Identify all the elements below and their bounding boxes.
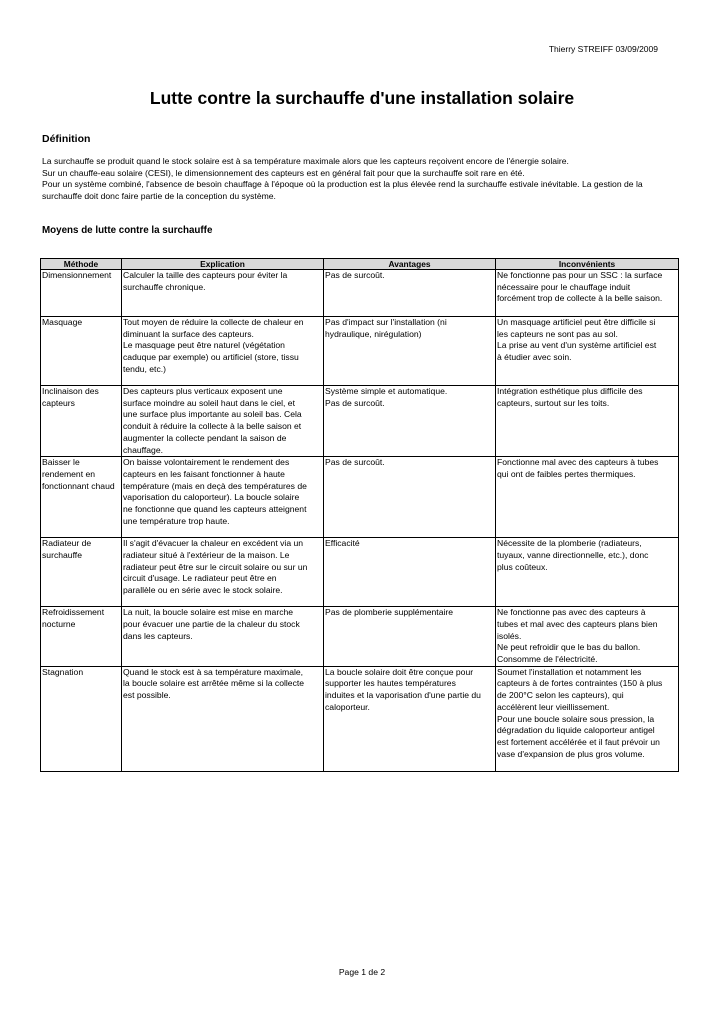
cell-line: Pour une boucle solaire sous pression, la bbox=[497, 713, 655, 724]
cell-line: tubes et mal avec des capteurs plans bien bbox=[497, 618, 658, 629]
definition-heading: Définition bbox=[42, 133, 91, 145]
cell-line: Fonctionne mal avec des capteurs à tubes bbox=[497, 457, 659, 468]
cell-line: nocturne bbox=[42, 618, 76, 629]
cell-line: Quand le stock est à sa température maximale, bbox=[123, 666, 304, 677]
cell-line: Pas de surcoût. bbox=[325, 270, 385, 280]
cell-line: surchauffe bbox=[42, 549, 82, 560]
cell-line: Tout moyen de réduire la collecte de chaleur en bbox=[123, 317, 304, 327]
cell-line: dégradation du liquide caloporteur antigel bbox=[497, 725, 655, 736]
cell-line: les capteurs ne sont pas au sol. bbox=[497, 328, 618, 339]
cell-line: est fortement accélérée et il faut prévoir un bbox=[497, 736, 660, 747]
table-header-row bbox=[41, 259, 679, 270]
cell-explication bbox=[122, 607, 324, 667]
definition-paragraph: Pour un système combiné, l'absence de besoin chauffage à l'époque où la production est la plus élevée rend la surchauffe estivale inévitable. La gestion de la surchauffe doit donc faire partie de la conception du système. bbox=[42, 179, 643, 201]
cell-line: forcément trop de collecte à la belle saison. bbox=[497, 293, 663, 304]
cell-line: Masquage bbox=[42, 317, 83, 327]
cell-line: conduit à réduire la collecte à la belle saison et bbox=[123, 421, 302, 432]
cell-line: Un masquage artificiel peut être difficile si bbox=[497, 317, 656, 327]
cell-line: capteurs bbox=[42, 397, 75, 408]
cell-line: diminuant la surface des capteurs. bbox=[123, 328, 254, 339]
column-header-inconvenients: Inconvénients bbox=[496, 259, 679, 270]
cell-explication bbox=[122, 386, 324, 457]
cell-line: Ne fonctionne pas avec des capteurs à bbox=[497, 607, 646, 618]
cell-methode bbox=[41, 607, 122, 667]
cell-avantages bbox=[324, 317, 496, 386]
cell-line: On baisse volontairement le rendement des bbox=[123, 457, 290, 468]
table-row bbox=[41, 386, 679, 457]
cell-line: radiateur peut être sur le circuit solaire ou sur un bbox=[123, 561, 308, 572]
cell-methode bbox=[41, 317, 122, 386]
cell-line: surchauffe chronique. bbox=[123, 281, 206, 292]
cell-line: Ne fonctionne pas pour un SSC : la surface bbox=[497, 270, 663, 280]
cell-line: Radiateur de bbox=[42, 538, 92, 549]
cell-explication bbox=[122, 317, 324, 386]
cell-line: Stagnation bbox=[42, 666, 84, 677]
cell-line: parallèle ou en série avec le stock solaire. bbox=[123, 585, 283, 596]
cell-methode bbox=[41, 270, 122, 317]
cell-explication bbox=[122, 270, 324, 317]
cell-line: Inclinaison des bbox=[42, 386, 99, 396]
cell-line: radiateur situé à l'extérieur de la maison. Le bbox=[123, 549, 290, 560]
cell-line: de 200°C selon les capteurs), qui bbox=[497, 690, 624, 701]
table-row bbox=[41, 270, 679, 317]
cell-line: Baisser le bbox=[42, 457, 80, 468]
cell-line: rendement en bbox=[42, 468, 96, 479]
cell-line: capteurs, surtout sur les toits. bbox=[497, 397, 610, 408]
cell-inconvenients bbox=[496, 386, 679, 457]
cell-line: caduque par exemple) ou artificiel (store, tissu bbox=[123, 352, 299, 363]
cell-line: Soumet l'installation et notamment les bbox=[497, 666, 642, 677]
cell-line: accélèrent leur vieillissement. bbox=[497, 701, 610, 712]
cell-line: Des capteurs plus verticaux exposent une bbox=[123, 386, 283, 396]
table-row bbox=[41, 457, 679, 538]
cell-avantages bbox=[324, 538, 496, 607]
cell-line: caloporteur. bbox=[325, 701, 370, 712]
cell-line: hydraulique, nirégulation) bbox=[325, 328, 422, 339]
cell-explication bbox=[122, 538, 324, 607]
cell-avantages bbox=[324, 666, 496, 771]
definition-paragraph: La surchauffe se produit quand le stock solaire est à sa température maximale alors que les capteurs reçoivent encore de l'énergie solaire. bbox=[42, 156, 569, 166]
cell-line: Refroidissement bbox=[42, 607, 105, 618]
cell-explication bbox=[122, 666, 324, 771]
cell-line: qui ont de faibles pertes thermiques. bbox=[497, 468, 636, 479]
cell-line: pour évacuer une partie de la chaleur du stock bbox=[123, 618, 300, 629]
cell-line: chauffage. bbox=[123, 444, 163, 455]
cell-line: une surface plus importante au soleil bas. Cela bbox=[123, 409, 302, 420]
cell-line: surface moindre au soleil haut dans le ciel, et bbox=[123, 397, 295, 408]
cell-line: Il s'agit d'évacuer la chaleur en excédent via un bbox=[123, 538, 304, 549]
cell-inconvenients bbox=[496, 666, 679, 771]
cell-inconvenients bbox=[496, 317, 679, 386]
cell-line: capteurs en les faisant fonctionner à haute bbox=[123, 468, 285, 479]
cell-line: est possible. bbox=[123, 690, 171, 701]
cell-inconvenients bbox=[496, 607, 679, 667]
definition-text bbox=[42, 156, 682, 202]
cell-line: vase d'expansion de plus gros volume. bbox=[497, 748, 645, 759]
methods-table bbox=[40, 258, 679, 772]
cell-inconvenients bbox=[496, 270, 679, 317]
cell-methode bbox=[41, 666, 122, 771]
cell-line: Pas de surcoût. bbox=[325, 457, 385, 468]
cell-line: capteurs à de fortes contraintes (150 à plus bbox=[497, 678, 663, 689]
cell-line: nécessaire pour le chauffage induit bbox=[497, 281, 631, 292]
cell-line: isolés. bbox=[497, 630, 522, 641]
cell-line: Le masquage peut être naturel (végétation bbox=[123, 340, 285, 351]
cell-line: Intégration esthétique plus difficile des bbox=[497, 386, 643, 396]
table-row bbox=[41, 666, 679, 771]
table-row bbox=[41, 538, 679, 607]
cell-line: La nuit, la boucle solaire est mise en marche bbox=[123, 607, 294, 618]
author-date: Thierry STREIFF 03/09/2009 bbox=[548, 44, 658, 54]
cell-line: plus coûteux. bbox=[497, 561, 548, 572]
cell-line: Pas de surcoût. bbox=[325, 397, 385, 408]
moyens-heading: Moyens de lutte contre la surchauffe bbox=[42, 225, 213, 236]
cell-methode bbox=[41, 457, 122, 538]
cell-line: à étudier avec soin. bbox=[497, 352, 572, 363]
column-header-avantages: Avantages bbox=[324, 259, 496, 270]
cell-line: Dimensionnement bbox=[42, 270, 112, 280]
cell-line: une température trop haute. bbox=[123, 515, 230, 526]
cell-line: La boucle solaire doit être conçue pour bbox=[325, 666, 474, 677]
page-title: Lutte contre la surchauffe d'une installation solaire bbox=[149, 88, 575, 108]
column-header-methode: Méthode bbox=[41, 259, 122, 270]
cell-avantages bbox=[324, 270, 496, 317]
cell-methode bbox=[41, 386, 122, 457]
cell-line: augmenter la collecte pendant la saison de bbox=[123, 432, 287, 443]
cell-line: Calculer la taille des capteurs pour éviter la bbox=[123, 270, 288, 280]
cell-line: température (mais en deçà des températures de bbox=[123, 480, 307, 491]
cell-line: tuyaux, vanne directionnelle, etc.), donc bbox=[497, 549, 649, 560]
cell-avantages bbox=[324, 386, 496, 457]
cell-line: Pas d'impact sur l'installation (ni bbox=[325, 317, 447, 327]
cell-line: Efficacité bbox=[325, 538, 360, 549]
cell-line: Nécessite de la plomberie (radiateurs, bbox=[497, 538, 642, 549]
cell-line: La prise au vent d'un système artificiel est bbox=[497, 340, 657, 351]
cell-line: Pas de plomberie supplémentaire bbox=[325, 607, 454, 618]
cell-line: tendu, etc.) bbox=[123, 363, 166, 374]
cell-avantages bbox=[324, 457, 496, 538]
cell-line: supporter les hautes températures bbox=[325, 678, 456, 689]
cell-inconvenients bbox=[496, 538, 679, 607]
cell-explication bbox=[122, 457, 324, 538]
cell-line: induites et la vaporisation d'une partie du bbox=[325, 690, 481, 701]
cell-line: Consomme de l'électricité. bbox=[497, 654, 598, 665]
definition-paragraph: Sur un chauffe-eau solaire (CESI), le dimensionnement des capteurs est en général fait pour que la surchauffe soit rare en été. bbox=[42, 167, 525, 178]
cell-line: fonctionnant chaud bbox=[42, 480, 115, 491]
table-row bbox=[41, 607, 679, 667]
cell-inconvenients bbox=[496, 457, 679, 538]
cell-line: Système simple et automatique. bbox=[325, 386, 448, 396]
cell-line: Ne peut refroidir que le bas du ballon. bbox=[497, 642, 641, 653]
cell-methode bbox=[41, 538, 122, 607]
page-number: Page 1 de 2 bbox=[338, 967, 386, 977]
cell-line: circuit d'usage. Le radiateur peut être en bbox=[123, 573, 277, 584]
cell-avantages bbox=[324, 607, 496, 667]
table-row bbox=[41, 317, 679, 386]
cell-line: vaporisation du caloporteur). La boucle solaire bbox=[123, 492, 300, 503]
cell-line: dans les capteurs. bbox=[123, 630, 193, 641]
cell-line: ne fonctionne que quand les capteurs atteignent bbox=[123, 504, 307, 515]
cell-line: la boucle solaire est arrêtée même si la collecte bbox=[123, 678, 305, 689]
column-header-explication: Explication bbox=[122, 259, 324, 270]
methods-table-body bbox=[41, 270, 679, 772]
